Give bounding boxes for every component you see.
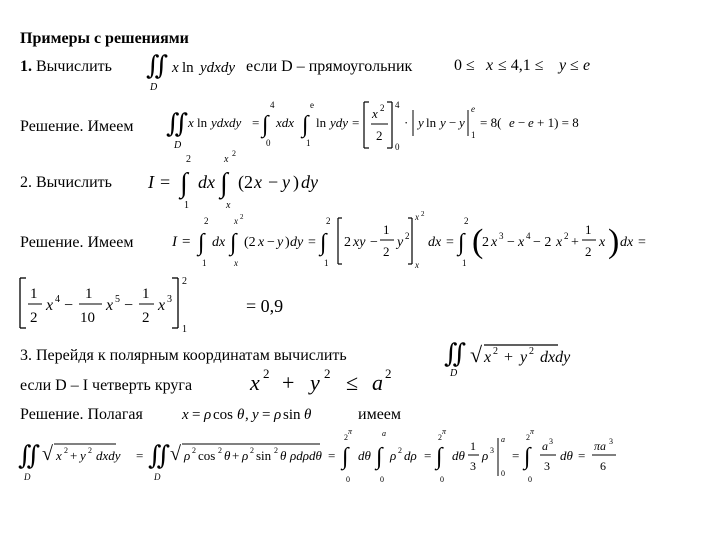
svg-text:∫: ∫ — [342, 444, 349, 470]
ex3-have: имеем — [358, 406, 402, 423]
svg-text:2: 2 — [564, 231, 569, 241]
svg-text:x: x — [234, 216, 238, 226]
svg-text:a: a — [501, 435, 505, 444]
ex2-result-svg — [18, 272, 250, 334]
svg-text:ρ: ρ — [184, 448, 191, 463]
svg-text:D: D — [174, 140, 182, 151]
svg-text:ρ: ρ — [482, 448, 489, 463]
svg-text:0: 0 — [528, 475, 532, 484]
svg-text:+ 1) = 8: + 1) = 8 — [537, 115, 579, 130]
svg-text:(2: (2 — [244, 235, 256, 250]
svg-text:2: 2 — [376, 128, 383, 143]
svg-text:∫: ∫ — [198, 230, 205, 256]
svg-text:x: x — [56, 448, 62, 463]
svg-text:1: 1 — [184, 200, 189, 211]
svg-text:2: 2 — [464, 216, 469, 226]
svg-text:6: 6 — [600, 459, 606, 473]
svg-text:∬: ∬ — [18, 441, 41, 470]
svg-text:4: 4 — [55, 294, 60, 305]
svg-text:dθ: dθ — [452, 448, 465, 463]
svg-text:ρdρdθ: ρdρdθ — [290, 448, 322, 463]
svg-text:x: x — [46, 297, 54, 314]
svg-text:3: 3 — [544, 459, 550, 473]
svg-text:a: a — [542, 439, 548, 453]
svg-text:3: 3 — [470, 459, 476, 473]
ex1-text: Вычислить — [36, 58, 112, 75]
svg-text:x: x — [172, 60, 179, 76]
svg-text:xy: xy — [353, 235, 366, 250]
svg-text:0: 0 — [380, 475, 384, 484]
ex3-substitution-svg — [180, 400, 370, 426]
svg-text:dxdy: dxdy — [540, 349, 571, 366]
svg-text:D: D — [450, 368, 458, 379]
svg-text:dθ: dθ — [358, 448, 371, 463]
svg-text:e: e — [471, 104, 475, 114]
svg-text:+: + — [282, 370, 295, 395]
svg-text:=: = — [352, 115, 360, 130]
svg-text:3: 3 — [167, 294, 172, 305]
svg-text:2: 2 — [142, 310, 150, 326]
svg-text:=: = — [512, 448, 520, 463]
ex3-condition: если D – I четверть круга — [20, 377, 193, 394]
ex1-bounds-svg — [452, 50, 592, 76]
svg-text:x: x — [415, 212, 419, 222]
svg-text:ydxdy: ydxdy — [211, 115, 242, 130]
svg-text:y: y — [559, 57, 567, 74]
svg-text:y: y — [310, 370, 320, 395]
svg-text:10: 10 — [80, 310, 95, 326]
svg-text:5: 5 — [115, 294, 120, 305]
svg-text:x: x — [484, 349, 492, 366]
svg-text:+: + — [232, 448, 240, 463]
svg-text:πa: πa — [594, 439, 607, 453]
svg-text:ln: ln — [182, 60, 194, 76]
svg-text:x: x — [556, 235, 563, 250]
svg-text:2: 2 — [88, 446, 92, 455]
svg-text:dxdy: dxdy — [96, 448, 121, 463]
ex2-integral-svg — [148, 150, 338, 212]
svg-text:1: 1 — [306, 138, 311, 148]
svg-text:dρ: dρ — [404, 448, 417, 463]
svg-text:y: y — [80, 448, 86, 463]
svg-text:ρ: ρ — [390, 448, 397, 463]
svg-text:y: y — [282, 172, 290, 192]
svg-text:∫: ∫ — [262, 112, 269, 138]
svg-text:3: 3 — [609, 437, 613, 446]
svg-text:sin: sin — [256, 448, 272, 463]
svg-text:−: − — [124, 297, 134, 314]
svg-text:2: 2 — [398, 446, 402, 455]
svg-text:ydxdy: ydxdy — [200, 60, 235, 76]
svg-text:0: 0 — [501, 469, 505, 478]
svg-text:4: 4 — [526, 231, 531, 241]
svg-text:cos: cos — [198, 448, 216, 463]
svg-text:ρ: ρ — [242, 448, 249, 463]
svg-text:2: 2 — [204, 216, 209, 226]
svg-text:2: 2 — [344, 235, 351, 250]
svg-text:y: y — [418, 115, 424, 130]
ex1-integral — [146, 50, 256, 92]
svg-text:√: √ — [470, 342, 483, 367]
svg-text:∫: ∫ — [180, 168, 188, 199]
svg-text:− 2: − 2 — [533, 235, 552, 250]
svg-text:≤: ≤ — [570, 57, 579, 74]
svg-text:2: 2 — [186, 154, 191, 165]
ex3-solution-label: Решение. Полагая — [20, 406, 143, 423]
svg-text:π: π — [348, 427, 353, 436]
svg-text:∫: ∫ — [302, 112, 309, 138]
svg-text:dx: dx — [620, 235, 634, 250]
svg-text:0: 0 — [395, 142, 400, 152]
svg-text:4: 4 — [270, 100, 275, 110]
svg-text:cos: cos — [213, 407, 233, 423]
svg-text:·: · — [404, 115, 409, 130]
ex3-integral-svg — [444, 334, 604, 378]
svg-text:dθ: dθ — [560, 448, 573, 463]
svg-text:=: = — [252, 115, 260, 130]
svg-text:2: 2 — [274, 446, 278, 455]
svg-text:3: 3 — [499, 231, 504, 241]
svg-text:+: + — [70, 448, 78, 463]
svg-text:2: 2 — [383, 244, 390, 259]
svg-text:2: 2 — [405, 231, 410, 241]
svg-text:x: x — [224, 154, 229, 165]
svg-text:−: − — [449, 115, 457, 130]
svg-text:2: 2 — [529, 346, 534, 357]
svg-text:x: x — [518, 235, 525, 250]
svg-text:dx: dx — [212, 235, 226, 250]
ex1-condition: если D – прямоугольник — [246, 58, 413, 75]
svg-text:2: 2 — [263, 366, 270, 381]
svg-text:dx: dx — [198, 172, 215, 192]
svg-text:=: = — [446, 235, 454, 250]
svg-text:+: + — [571, 235, 579, 250]
svg-text:D: D — [150, 82, 158, 93]
ex1-rect-bounds — [452, 50, 592, 76]
svg-text:2: 2 — [182, 276, 187, 287]
svg-text:3: 3 — [490, 446, 494, 455]
svg-text:x: x — [491, 235, 498, 250]
svg-text:2: 2 — [232, 149, 236, 158]
svg-text:e: e — [310, 100, 314, 110]
ex3-circle-svg — [248, 366, 418, 398]
svg-text:y: y — [440, 115, 446, 130]
svg-text:2: 2 — [250, 446, 254, 455]
svg-text:4: 4 — [395, 100, 400, 110]
svg-text:y: y — [252, 407, 259, 423]
ex2-solution-svg — [172, 208, 646, 274]
svg-text:2: 2 — [344, 433, 348, 442]
svg-text:−: − — [64, 297, 74, 314]
svg-text:2: 2 — [218, 446, 222, 455]
svg-text:=: = — [192, 407, 201, 423]
svg-text:1: 1 — [471, 130, 476, 140]
svg-text:0 ≤: 0 ≤ — [454, 57, 475, 74]
svg-text:−: − — [370, 235, 378, 250]
svg-text:1: 1 — [462, 258, 467, 268]
ex1-solution-label: Решение. Имеем — [20, 118, 134, 135]
svg-text:θ: θ — [224, 448, 231, 463]
svg-text:∬: ∬ — [444, 339, 467, 368]
ex2-statement: 2. Вычислить — [20, 174, 112, 191]
svg-text:=: = — [182, 234, 191, 250]
svg-text:x: x — [106, 297, 114, 314]
svg-text:≤ 4,1 ≤: ≤ 4,1 ≤ — [498, 57, 544, 74]
svg-text:∬: ∬ — [146, 51, 169, 80]
svg-text:−: − — [268, 172, 279, 192]
svg-text:e: e — [583, 57, 591, 74]
svg-text:2: 2 — [30, 310, 38, 326]
svg-text:∬: ∬ — [148, 441, 171, 470]
svg-text:ydy: ydy — [330, 115, 349, 130]
svg-text:=: = — [160, 172, 171, 192]
svg-text:x: x — [226, 200, 231, 211]
svg-text:a: a — [382, 429, 386, 438]
svg-text:+: + — [504, 349, 514, 366]
svg-text:1: 1 — [202, 258, 207, 268]
svg-text:a: a — [372, 370, 383, 395]
svg-text:2: 2 — [438, 433, 442, 442]
svg-text:I: I — [148, 172, 154, 192]
svg-text:e: e — [509, 115, 515, 130]
svg-text:ρ: ρ — [274, 407, 282, 423]
svg-text:∫: ∫ — [220, 168, 228, 199]
ex1-integral-svg — [146, 50, 256, 92]
svg-text:2: 2 — [585, 244, 592, 259]
svg-text:(2: (2 — [238, 172, 253, 192]
svg-text:ln: ln — [316, 115, 327, 130]
svg-text:D: D — [154, 472, 161, 482]
svg-text:1: 1 — [85, 286, 93, 302]
svg-text:x: x — [372, 106, 378, 121]
svg-text:x: x — [254, 172, 262, 192]
ex3-circle — [248, 366, 418, 398]
svg-text:2: 2 — [380, 103, 385, 113]
svg-text:0: 0 — [266, 138, 271, 148]
ex2-solution-label: Решение. Имеем — [20, 234, 134, 251]
svg-text:): ) — [608, 223, 620, 260]
svg-text:1: 1 — [182, 324, 187, 335]
svg-text:(: ( — [472, 223, 484, 260]
svg-text:π: π — [442, 427, 447, 436]
svg-text:2: 2 — [326, 216, 331, 226]
svg-text:I: I — [172, 234, 177, 250]
svg-text:θ: θ — [304, 407, 312, 423]
ex2-solution — [172, 208, 646, 274]
svg-text:=: = — [262, 407, 271, 423]
svg-text:y: y — [397, 235, 404, 250]
svg-text:): ) — [285, 235, 290, 250]
ex3-solution-svg — [18, 424, 658, 492]
svg-text:e: e — [528, 115, 534, 130]
svg-text:2: 2 — [482, 235, 489, 250]
svg-text:y: y — [277, 235, 284, 250]
svg-text:≤: ≤ — [346, 370, 359, 395]
svg-text:1: 1 — [30, 286, 38, 302]
svg-text:y: y — [459, 115, 465, 130]
svg-text:1: 1 — [470, 439, 476, 453]
svg-text:2: 2 — [324, 366, 331, 381]
svg-text:θ: θ — [237, 407, 245, 423]
svg-text:−: − — [507, 235, 515, 250]
svg-text:dy: dy — [301, 172, 318, 192]
svg-text:2: 2 — [421, 210, 425, 218]
svg-text:ρ: ρ — [204, 407, 212, 423]
svg-text:=: = — [136, 448, 144, 463]
svg-text:=: = — [308, 235, 316, 250]
svg-text:∫: ∫ — [436, 444, 443, 470]
ex1-number: 1. — [20, 58, 32, 75]
svg-text:x: x — [415, 260, 419, 270]
ex3-substitution — [180, 400, 370, 426]
svg-text:=: = — [578, 448, 586, 463]
svg-text:x: x — [250, 370, 260, 395]
svg-text:x: x — [258, 235, 265, 250]
svg-text:0: 0 — [346, 475, 350, 484]
svg-text:): ) — [293, 172, 299, 192]
svg-text:∫: ∫ — [524, 444, 531, 470]
ex2-result: = 0,9 — [246, 296, 284, 316]
svg-text:2: 2 — [385, 366, 392, 381]
svg-text:∬: ∬ — [166, 109, 189, 138]
svg-text:=: = — [424, 448, 432, 463]
ex3-integral — [444, 334, 604, 378]
ex2-result-expression — [18, 272, 250, 334]
svg-text:√: √ — [170, 443, 181, 465]
svg-text:dy: dy — [290, 235, 304, 250]
svg-text:x: x — [486, 57, 494, 74]
svg-text:=: = — [638, 235, 646, 250]
svg-text:1: 1 — [142, 286, 150, 302]
ex1-statement — [20, 58, 112, 76]
svg-text:xdx: xdx — [276, 115, 295, 130]
svg-text:ln: ln — [197, 115, 208, 130]
svg-text:θ: θ — [280, 448, 287, 463]
svg-text:sin: sin — [283, 407, 301, 423]
svg-text:1: 1 — [324, 258, 329, 268]
svg-text:dx: dx — [428, 235, 442, 250]
svg-text:y: y — [520, 349, 528, 366]
svg-text:= 8(: = 8( — [480, 115, 502, 130]
svg-text:1: 1 — [383, 222, 390, 237]
svg-text:√: √ — [42, 443, 53, 465]
svg-text:−: − — [267, 235, 275, 250]
svg-text:D: D — [24, 472, 31, 482]
svg-text:2: 2 — [240, 213, 244, 221]
ex3-solution — [18, 424, 658, 492]
svg-text:,: , — [245, 407, 249, 423]
svg-text:1: 1 — [585, 222, 592, 237]
svg-text:0: 0 — [440, 475, 444, 484]
svg-text:∫: ∫ — [230, 230, 237, 256]
svg-text:∫: ∫ — [458, 230, 465, 256]
page-title: Примеры с решениями — [20, 30, 189, 47]
svg-text:∫: ∫ — [376, 444, 383, 470]
svg-text:=: = — [328, 448, 336, 463]
svg-text:2: 2 — [493, 346, 498, 357]
svg-text:x: x — [599, 235, 606, 250]
svg-text:x: x — [188, 115, 194, 130]
svg-text:2: 2 — [192, 446, 196, 455]
svg-text:3: 3 — [549, 437, 553, 446]
svg-text:−: − — [518, 115, 526, 130]
svg-text:x: x — [182, 407, 189, 423]
svg-text:2: 2 — [64, 446, 68, 455]
ex3-statement: 3. Перейдя к полярным координатам вычислить — [20, 347, 347, 364]
svg-text:∫: ∫ — [320, 230, 327, 256]
svg-text:x: x — [158, 297, 166, 314]
svg-text:π: π — [530, 427, 535, 436]
svg-text:2: 2 — [526, 433, 530, 442]
svg-text:ln: ln — [426, 115, 437, 130]
ex2-integral — [148, 150, 338, 212]
svg-text:x: x — [234, 258, 238, 268]
